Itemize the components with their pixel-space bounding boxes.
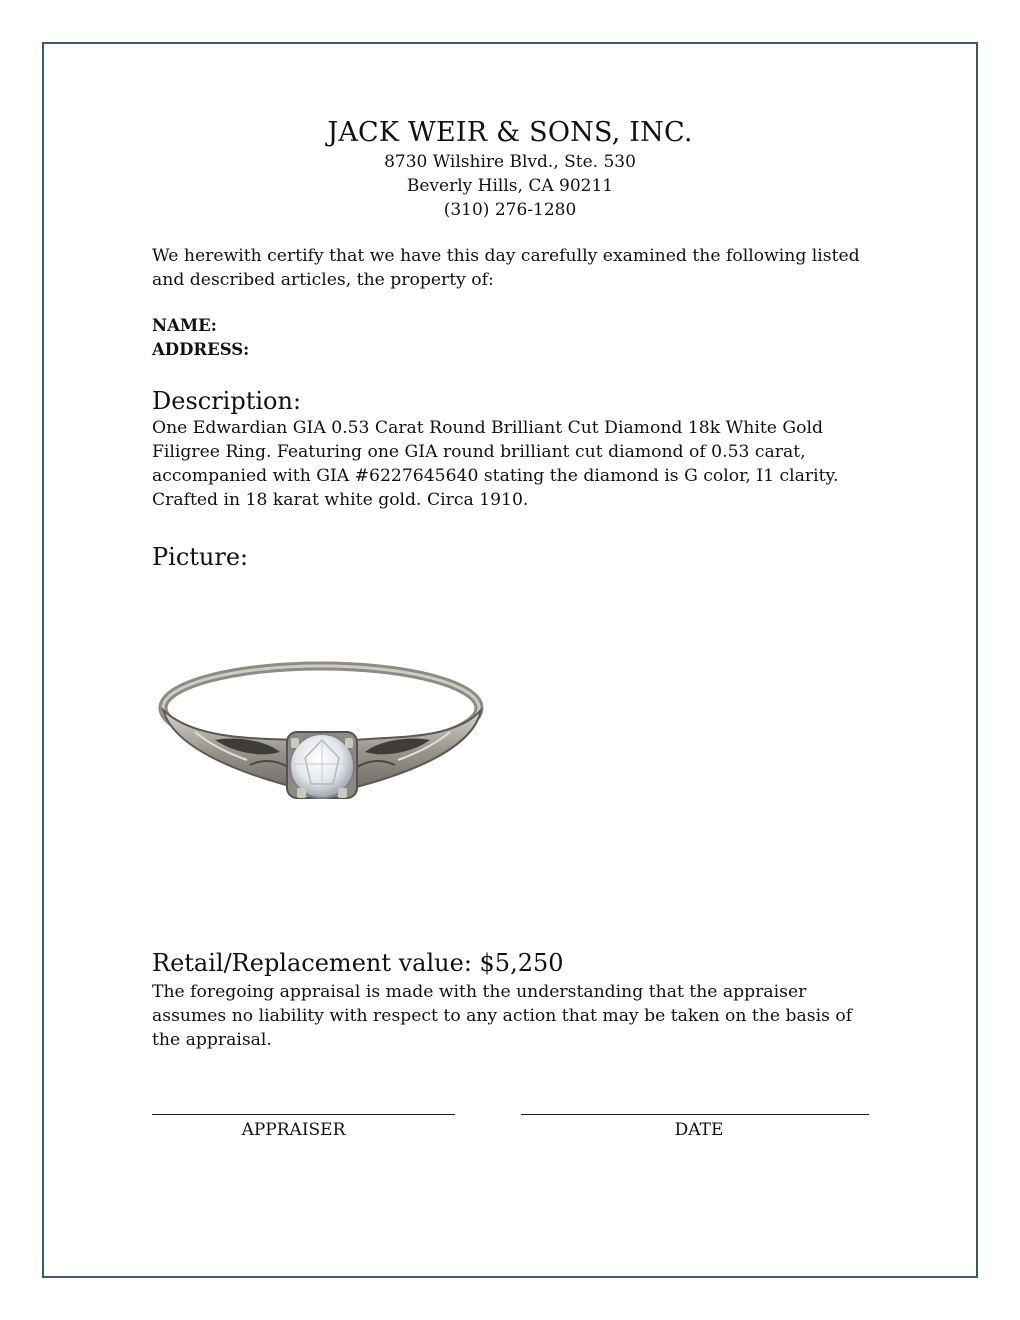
liability-disclaimer: The foregoing appraisal is made with the understanding that the appraiser assumes no liability with respect to any action that may be taken on the basis of the appraisal. <box>152 982 853 1050</box>
certification-intro: We herewith certify that we have this day carefully examined the following listed and described articles, the property of: <box>152 246 860 290</box>
company-name: JACK WEIR & SONS, INC. <box>327 117 693 148</box>
name-label: NAME: <box>152 316 217 335</box>
address-label: ADDRESS: <box>152 340 250 359</box>
ring-photo <box>155 640 495 840</box>
letterhead <box>0 116 1020 222</box>
picture-heading: Picture: <box>152 543 249 571</box>
appraiser-label: APPRAISER <box>241 1120 346 1140</box>
address-line-1: 8730 Wilshire Blvd., Ste. 530 <box>384 152 636 172</box>
phone-number: (310) 276-1280 <box>443 200 577 220</box>
appraiser-signature-line <box>152 1114 455 1115</box>
description-heading: Description: <box>152 387 302 415</box>
date-label: DATE <box>674 1120 724 1140</box>
ring-icon <box>155 640 495 840</box>
replacement-value: Retail/Replacement value: $5,250 <box>152 949 564 977</box>
date-signature-line <box>521 1114 869 1115</box>
address-line-2: Beverly Hills, CA 90211 <box>406 176 614 196</box>
description-text: One Edwardian GIA 0.53 Carat Round Brilliant Cut Diamond 18k White Gold Filigree Ring. Featuring one GIA round brilliant cut diamond of 0.53 carat, accompanied with GIA #6227645640 stating the diamond is G color, I1 clarity. Crafted in 18 karat white gold. Circa 1910. <box>152 418 839 510</box>
owner-fields <box>152 314 877 362</box>
